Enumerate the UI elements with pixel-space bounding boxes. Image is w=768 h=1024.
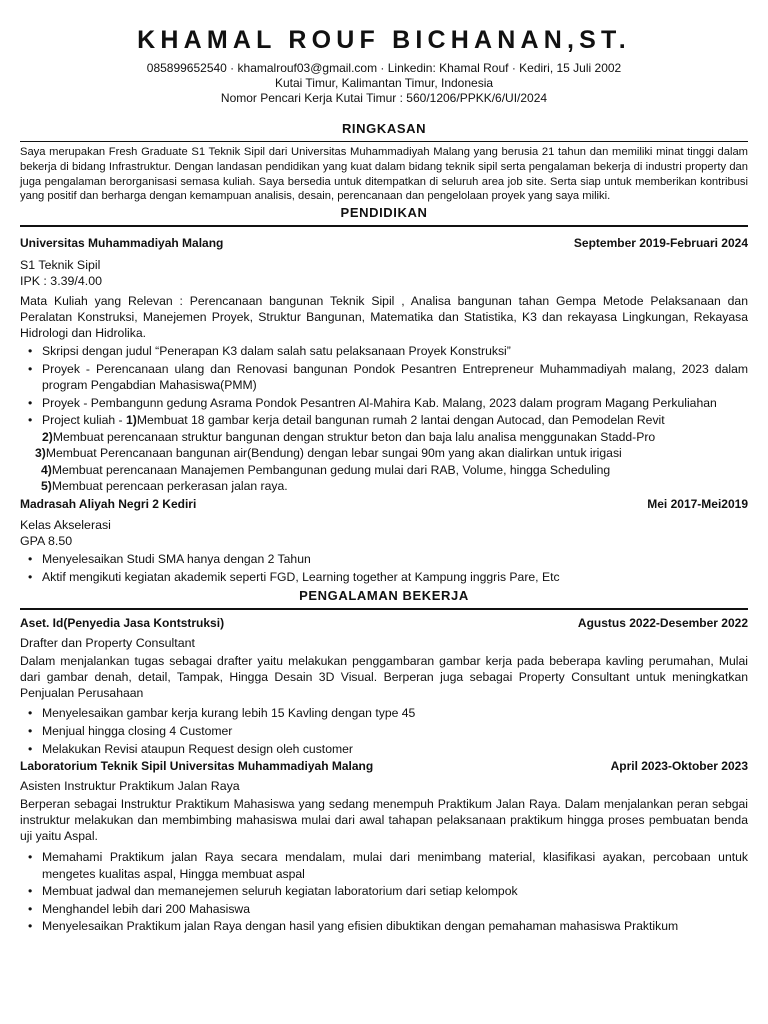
project-item: 2)Membuat perencanaan struktur bangunan dengan struktur beton dan baja lalu analisa menggunakan Stadd-Pro [42,429,656,444]
job-description: Berperan sebagai Instruktur Praktikum Mahasiswa yang sedang menempuh Praktikum Jalan Raya. Dalam menjalankan peran sebgai instruktur melakukan dan membimbing mahasiswa mulai dari awal tahapan pelaksanaan praktikum hingga proses pembuatan benda uji yaitu Aspal. [20,797,748,844]
job-bullets [20,705,748,757]
summary-text: Saya merupakan Fresh Graduate S1 Teknik Sipil dari Universitas Muhammadiyah Malang yang berusia 21 tahun dan memiliki minat tinggi dalam bekerja di bidang Infrastruktur. Dengan landasan pendidikan yang kuat dalam bidang teknik sipil serta pengalaman bekerja di industri property dan juga pengalaman berorganisasi semasa kuliah. Saya bersedia untuk ditempatkan di seluruh area job site. Serta siap untuk memberikan kontribusi yang positif dan berharga dengan kemampuan analisis, desain, perencanaan dan pengelolaan proyek yang saya miliki. [20,146,748,203]
job-entry-header [20,615,748,632]
section-divider [20,225,748,227]
list-item: • Menyelesaikan Studi SMA hanya dengan 2 Tahun [28,552,311,567]
section-divider [20,141,748,142]
project-item: 5)Membuat perencaan perkerasan jalan raya. [41,479,288,493]
section-title-pendidikan: PENDIDIKAN [340,205,428,221]
job-role: Asisten Instruktur Praktikum Jalan Raya [20,779,240,794]
period: September 2019-Februari 2024 [573,236,748,251]
period: April 2023-Oktober 2023 [610,759,748,774]
list-item: • Proyek - Pembangunn gedung Asrama Pondok Pesantren Al-Mahira Kab. Malang, 2023 dalam program Magang Perkuliahan [28,395,717,410]
list-item: • Membuat jadwal dan memanejemen seluruh kegiatan laboratorium dari setiap kelompok [28,884,518,899]
company-name: Laboratorium Teknik Sipil Universitas Muhammadiyah Malang [20,759,374,774]
location-line: Kutai Timur, Kalimantan Timur, Indonesia [274,76,494,90]
list-item: • Skripsi dengan judul “Penerapan K3 dalam salah satu pelaksanaan Proyek Konstruksi” [28,344,511,359]
education-entry-header [20,496,748,513]
education-bullets [20,343,748,429]
resume-page [20,26,748,936]
list-item: • Menjual hingga closing 4 Customer [28,724,233,738]
list-item: • Proyek - Perencanaan ulang dan Renovasi bangunan Pondok Pesantren Entrepreneur Muhammadiyah malang, 2023 dalam program Pengabdian Mahasiswa(PMM) [28,361,748,393]
institution-name: Madrasah Aliyah Negri 2 Kediri [20,497,197,512]
job-entry-header [20,758,748,775]
list-item: • Memahami Praktikum jalan Raya secara mendalam, mulai dari menimbang material, klasifikasi ayakan, percobaan untuk mengetes kualitas aspal, Hingga membuat aspal [28,850,748,881]
list-item: • Aktif mengikuti kegiatan akademik seperti FGD, Learning together at Kampung inggris Pare, Etc [28,570,560,584]
applicant-name: KHAMAL ROUF BICHANAN,ST. [137,26,631,54]
gpa: GPA 8.50 [20,534,73,549]
contact-line: 085899652540 · khamalrouf03@gmail.com · Linkedin: Khamal Rouf · Kediri, 15 Juli 2002 [146,61,622,75]
institution-name: Universitas Muhammadiyah Malang [20,236,224,251]
period: Agustus 2022-Desember 2022 [577,616,748,631]
list-item: • Menyelesaikan Praktikum jalan Raya dengan hasil yang efisien dibuktikan dengan pemahaman mahasiswa Praktikum [28,919,679,934]
company-name: Aset. Id(Penyedia Jasa Kontstruksi) [20,616,225,631]
list-item: • Menyelesaikan gambar kerja kurang lebih 15 Kavling dengan type 45 [28,706,416,721]
education-entry-header [20,235,748,252]
section-divider [20,608,748,610]
education-bullets [20,551,748,585]
list-item: • Melakukan Revisi ataupun Request design oleh customer [28,741,353,756]
section-title-ringkasan: RINGKASAN [341,121,427,136]
section-title-pengalaman: PENGALAMAN BEKERJA [299,588,469,604]
job-seeker-number: Nomor Pencari Kerja Kutai Timur : 560/1206/PPKK/6/UI/2024 [220,91,548,105]
job-role: Drafter dan Property Consultant [20,636,195,651]
job-description: Dalam menjalankan tugas sebagai drafter yaitu melakukan penggambaran gambar kerja pada beberapa kavling perumahan, Mulai dari gambar denah, detail, Tampak, Hingga Desain 3D Visual. Berperan juga sebagai Property Consultant untuk meningkatkan Penjualan Perusahaan [20,654,748,701]
relevant-courses: Mata Kuliah yang Relevan : Perencanaan bangunan Teknik Sipil , Analisa bangunan tahan Gempa Metode Pelaksanaan dan Peralatan Konstruksi, Manejemen Proyek, Struktur Bangunan, Matematika dan Statistika, K3 dan rekayasa Lingkungan, Rekayasa Hidrologi dan Hidrolika. [20,294,748,341]
job-bullets [20,849,748,935]
list-item: • Menghandel lebih dari 200 Mahasiswa [28,901,250,916]
ipk: IPK : 3.39/4.00 [20,274,102,289]
list-item: • Project kuliah - 1)Membuat 18 gambar kerja detail bangunan rumah 2 lantai dengan Autocad, dan Pemodelan Revit [28,413,665,428]
program: Kelas Akselerasi [20,518,111,533]
project-item: 3)Membuat Perencanaan bangunan air(Bendung) dengan lebar sungai 90m yang akan dialirkan untuk irigasi [35,446,622,461]
degree: S1 Teknik Sipil [20,258,101,273]
period: Mei 2017-Mei2019 [647,497,748,512]
project-item: 4)Membuat perencanaan Manajemen Pembangunan gedung mulai dari RAB, Volume, hingga Scheduling [41,462,611,477]
